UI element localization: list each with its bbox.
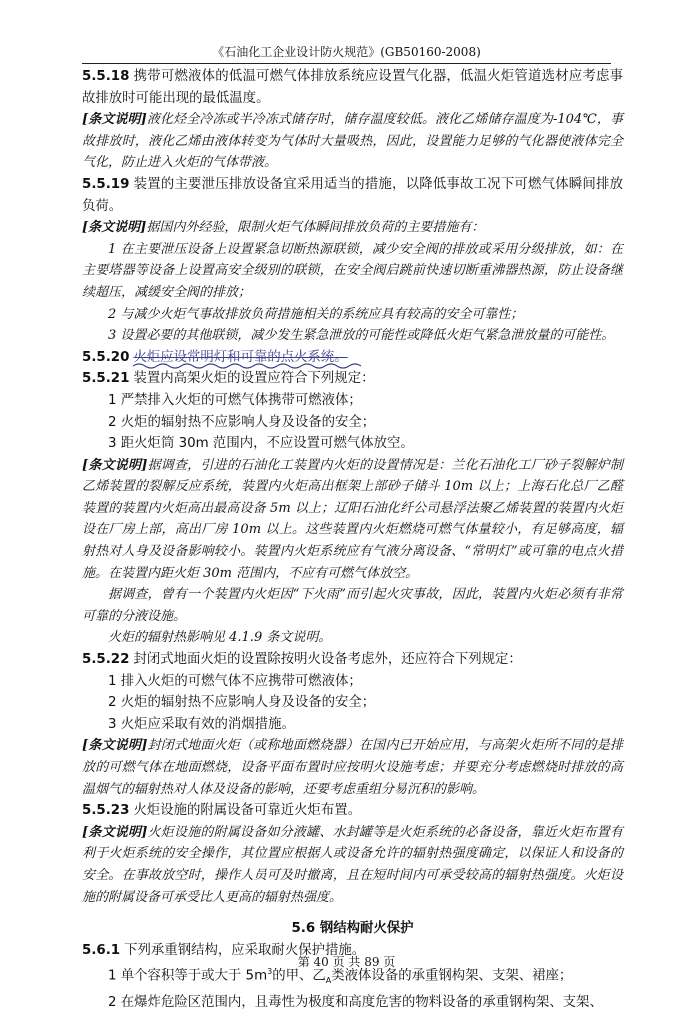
note-tag: [条文说明]: [82, 220, 147, 236]
clause-note-5-5-23: [82, 822, 623, 908]
clause-text: 火炬应设常明灯和可靠的点火系统。: [133, 349, 348, 365]
clause-item: 3 距火炬筒 30m 范围内，不应设置可燃气体放空。: [108, 436, 414, 452]
page-footer: 第 40 页 共 89 页: [297, 955, 396, 969]
note-item: 1 在主要泄压设备上设置紧急切断热源联锁，减少安全阀的排放或采用分级排放，如：在主要塔器等设备上设置高安全级别的联锁，在安全阀启跳前快速切断重沸器热源，防止设备继续超压，减缓安全阀的排放；: [82, 241, 623, 300]
item-text: 类液体设备的承重钢构架、支架、裙座；: [331, 968, 573, 984]
clause-note-5-5-18: [82, 109, 623, 174]
note-item: 3 设置必要的其他联锁，减少发生紧急泄放的可能性或降低火炬气紧急泄放量的可能性。: [108, 328, 615, 344]
clause-number: 5.5.23: [82, 803, 130, 819]
clause-5-5-21: [82, 368, 623, 390]
clause-text: 装置内高架火炬的设置应符合下列规定：: [133, 371, 375, 387]
note-tag: [条文说明]: [82, 738, 148, 754]
note-text: 据调查，引进的石油化工装置内火炬的设置情况是：兰化石油化工厂砂子裂解炉制乙烯装置的裂解反应系统，装置内火炬高出框架上部砂子储斗 10m 以上；上海石化总厂乙醛装置的装置内火炬高出最高设备 5m 以上；辽阳石油化纤公司悬浮法聚乙烯装置的装置内火炬设在厂房上部，高出厂房 10m 以上。这些装置内火炬燃烧可燃气体量较小，有足够高度，辐射热对人身及设备影响较小。装置内火炬系统应有气液分离设备、“常明灯”或可靠的电点火措施。在装置内距火炬 30m 范围内，不应有可燃气体放空。: [82, 457, 623, 581]
clause-number: 5.5.20: [82, 349, 130, 365]
clause-item: 1 严禁排入火炬的可燃气体携带可燃液体；: [108, 392, 362, 408]
clause-number: 5.5.22: [82, 652, 130, 668]
clause-5-5-20: [82, 347, 623, 369]
superscript: 3: [267, 967, 273, 977]
note-tag: [条文说明]: [82, 824, 148, 840]
note-paragraph: 据调查，曾有一个装置内火炬因“下火雨”而引起火灾事故，因此，装置内火炬必须有非常可靠的分液设施。: [82, 587, 623, 624]
clause-5-5-18: [82, 66, 623, 109]
clause-text: 装置的主要泄压排放设备宜采用适当的措施，以降低事故工况下可燃气体瞬间排放负荷。: [82, 176, 623, 214]
clause-item: 2 火炬的辐射热不应影响人身及设备的安全；: [108, 695, 376, 711]
clause-number: 5.5.21: [82, 371, 130, 387]
item-text: 1 单个容积等于或大于 5m: [108, 968, 268, 984]
page-body: [82, 66, 623, 1014]
note-text: 液化烃全冷冻或半冷冻式储存时，储存温度较低。液化乙烯储存温度为-104℃，事故排放时，液化乙烯由液体转变为气体时大量吸热，因此，设置能力足够的气化器使液体完全气化，防止进入火炬的气体带液。: [82, 112, 623, 171]
clause-text: 携带可燃液体的低温可燃气体排放系统应设置气化器，低温火炬管道选材应考虑事故排放时可能出现的最低温度。: [82, 69, 623, 106]
clause-5-5-19: [82, 174, 623, 217]
clause-item: 3 火炬应采取有效的消烟措施。: [108, 716, 295, 732]
clause-5-5-22: [82, 649, 623, 671]
clause-number: 5.6.1: [82, 942, 121, 958]
subscript: A: [325, 976, 332, 986]
clause-text: 封闭式地面火炬的设置除按明火设备考虑外，还应符合下列规定：: [133, 652, 522, 668]
note-text: 封闭式地面火炬（或称地面燃烧器）在国内已开始应用，与高架火炬所不同的是排放的可燃气体在地面燃烧，设备平面布置时应按明火设施考虑；并要充分考虑燃烧时排放的高温烟气的辐射热对人体及设备的影响，还要考虑重组分易沉积的影响。: [82, 738, 623, 797]
clause-5-5-23: [82, 800, 623, 822]
clause-text: 火炬设施的附属设备可靠近火炬布置。: [133, 803, 362, 819]
page-header: 《石油化工企业设计防火规范》(GB50160-2008): [82, 44, 611, 64]
clause-number: 5.5.19: [82, 176, 130, 192]
note-paragraph: 火炬的辐射热影响见 4.1.9 条文说明。: [108, 630, 332, 646]
handwritten-wave-mark: [133, 362, 373, 370]
section-heading-5-6: 5.6 钢结构耐火保护: [291, 921, 414, 937]
note-text: 据国内外经验，限制火炬气体瞬间排放负荷的主要措施有：: [146, 220, 485, 236]
clause-note-5-5-21: [82, 455, 623, 585]
clause-text: 下列承重钢结构，应采取耐火保护措施。: [124, 942, 366, 958]
note-item: 2 与减少火炬气事故排放负荷措施相关的系统应具有较高的安全可靠性；: [108, 306, 524, 322]
clause-number: 5.5.18: [82, 69, 130, 84]
note-tag: [条文说明]: [82, 112, 147, 128]
clause-item: 2 在爆炸危险区范围内，且毒性为极度和高度危害的物料设备的承重钢构架、支架、: [108, 995, 603, 1011]
clause-note-5-5-19: [82, 217, 623, 239]
clause-note-5-5-22: [82, 735, 623, 800]
item-text: 的甲、乙: [272, 968, 326, 984]
note-text: 火炬设施的附属设备如分液罐、水封罐等是火炬系统的必备设备，靠近火炬布置有利于火炬系统的安全操作，其位置应根据人或设备允许的辐射热强度确定，以保证人和设备的安全。在事故放空时，操作人员可及时撤离，且在短时间内可承受较高的辐射热强度。火炬设施的附属设备可承受比人更高的辐射热强度。: [82, 824, 623, 905]
clause-item: 2 火炬的辐射热不应影响人身及设备的安全；: [108, 414, 376, 430]
clause-item: 1 排入火炬的可燃气体不应携带可燃液体；: [108, 673, 362, 689]
struck-annotation: [133, 347, 347, 369]
note-tag: [条文说明]: [82, 457, 148, 473]
